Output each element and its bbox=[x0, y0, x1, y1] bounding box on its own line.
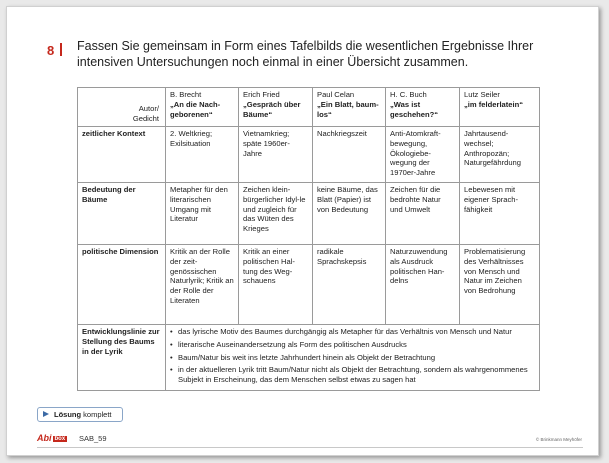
table-cell: Naturzuwendung als Ausdruck politischen Han-delns bbox=[386, 245, 460, 325]
column-header bbox=[313, 88, 386, 127]
summary-row bbox=[78, 325, 540, 391]
table-row bbox=[78, 245, 540, 325]
table-cell: keine Bäume, das Blatt (Papier) ist von Bedeutung bbox=[313, 183, 386, 245]
corner-header bbox=[78, 88, 166, 127]
footer-divider bbox=[37, 447, 583, 448]
solution-button[interactable] bbox=[37, 407, 123, 422]
corner-poem-label: Gedicht bbox=[132, 114, 159, 124]
task-number: 8 bbox=[47, 43, 55, 58]
logo-text: Abi bbox=[37, 433, 52, 443]
play-icon bbox=[43, 411, 49, 417]
row-label: politische Dimension bbox=[78, 245, 166, 325]
column-header bbox=[386, 88, 460, 127]
author-name: Paul Celan bbox=[317, 90, 355, 99]
author-name: B. Brecht bbox=[170, 90, 202, 99]
column-header bbox=[239, 88, 313, 127]
table-cell: Jahrtausend-wechsel; Anthropozän; Naturgefährdung bbox=[460, 127, 540, 183]
table-cell: Vietnamkrieg; späte 1960er-Jahre bbox=[239, 127, 313, 183]
corner-author-label: Autor/ bbox=[138, 104, 159, 114]
table-row bbox=[78, 183, 540, 245]
task-instruction: Fassen Sie gemeinsam in Form eines Tafelbilds die wesentlichen Ergebnisse Ihrer intensiven Untersuchungen noch einmal in einer Übersicht zusammen. bbox=[77, 39, 534, 69]
author-name: H. C. Buch bbox=[390, 90, 427, 99]
row-label: zeitlicher Kontext bbox=[78, 127, 166, 183]
list-item: • literarische Auseinandersetzung als Form des politischen Ausdrucks bbox=[170, 340, 535, 350]
row-label: Entwicklungslinie zur Stellung des Baums in der Lyrik bbox=[78, 325, 166, 391]
table-cell: Kritik an der Rolle der zeit-genössischen Naturlyrik; Kritik an der Rolle der Literaten bbox=[166, 245, 239, 325]
summary-table bbox=[77, 87, 540, 391]
table-cell: Anti-Atomkraft-bewegung, Ökologiebe-wegung der 1970er-Jahre bbox=[386, 127, 460, 183]
poem-title: „Gespräch über Bäume“ bbox=[243, 99, 301, 119]
table-cell: Lebewesen mit eigener Sprach-fähigkeit bbox=[460, 183, 540, 245]
table-cell: Problematisierung des Verhältnisses von Mensch und Natur im Zeichen von Bedrohung bbox=[460, 245, 540, 325]
page-code: SAB_59 bbox=[79, 434, 107, 443]
task-marker-bar bbox=[60, 43, 62, 56]
solution-button-label bbox=[54, 408, 112, 421]
table-header-row bbox=[78, 88, 540, 127]
table-cell: Nachkriegszeit bbox=[313, 127, 386, 183]
poem-title: „im felderlatein“ bbox=[464, 99, 524, 109]
table-cell: Metapher für den literarischen Umgang mit Literatur bbox=[166, 183, 239, 245]
list-item: • in der aktuelleren Lyrik tritt Baum/Natur nicht als Objekt der Betrachtung, sondern als wahrgenommenes Subjekt in Erscheinung, das dem Menschen selbst etwas zu sagen hat bbox=[170, 365, 535, 385]
table-cell: Zeichen für die bedrohte Natur und Umwelt bbox=[386, 183, 460, 245]
list-item: • das lyrische Motiv des Baumes durchgängig als Metapher für das Verhältnis von Mensch und Natur bbox=[170, 327, 535, 337]
summary-cell bbox=[166, 325, 540, 391]
author-name: Lutz Seiler bbox=[464, 90, 500, 99]
poem-title: „Was ist geschehen?“ bbox=[390, 99, 439, 119]
solution-label-rest: komplett bbox=[81, 410, 112, 419]
logo-box: box bbox=[54, 435, 66, 442]
column-header bbox=[460, 88, 540, 127]
table-cell: Kritik an einer politischen Hal-tung des Weg-schauens bbox=[239, 245, 313, 325]
poem-title: „An die Nach-geborenen“ bbox=[170, 99, 221, 119]
table-cell: 2. Weltkrieg; Exilsituation bbox=[166, 127, 239, 183]
list-item: • Baum/Natur bis weit ins letzte Jahrhundert hinein als Objekt der Betrachtung bbox=[170, 353, 535, 363]
publisher-logo bbox=[37, 433, 67, 443]
table-cell: radikale Sprachskepsis bbox=[313, 245, 386, 325]
column-header bbox=[166, 88, 239, 127]
table-cell: Zeichen klein-bürgerlicher Idyl-le und zugleich für das Wüten des Krieges bbox=[239, 183, 313, 245]
poem-title: „Ein Blatt, baum-los“ bbox=[317, 99, 379, 119]
copyright-note: © Brinkmann Meyhöfer bbox=[535, 437, 582, 442]
summary-list bbox=[170, 327, 535, 385]
worksheet-page bbox=[6, 6, 599, 456]
row-label: Bedeutung der Bäume bbox=[78, 183, 166, 245]
author-name: Erich Fried bbox=[243, 90, 280, 99]
table-row bbox=[78, 127, 540, 183]
solution-label-bold: Lösung bbox=[54, 410, 82, 419]
